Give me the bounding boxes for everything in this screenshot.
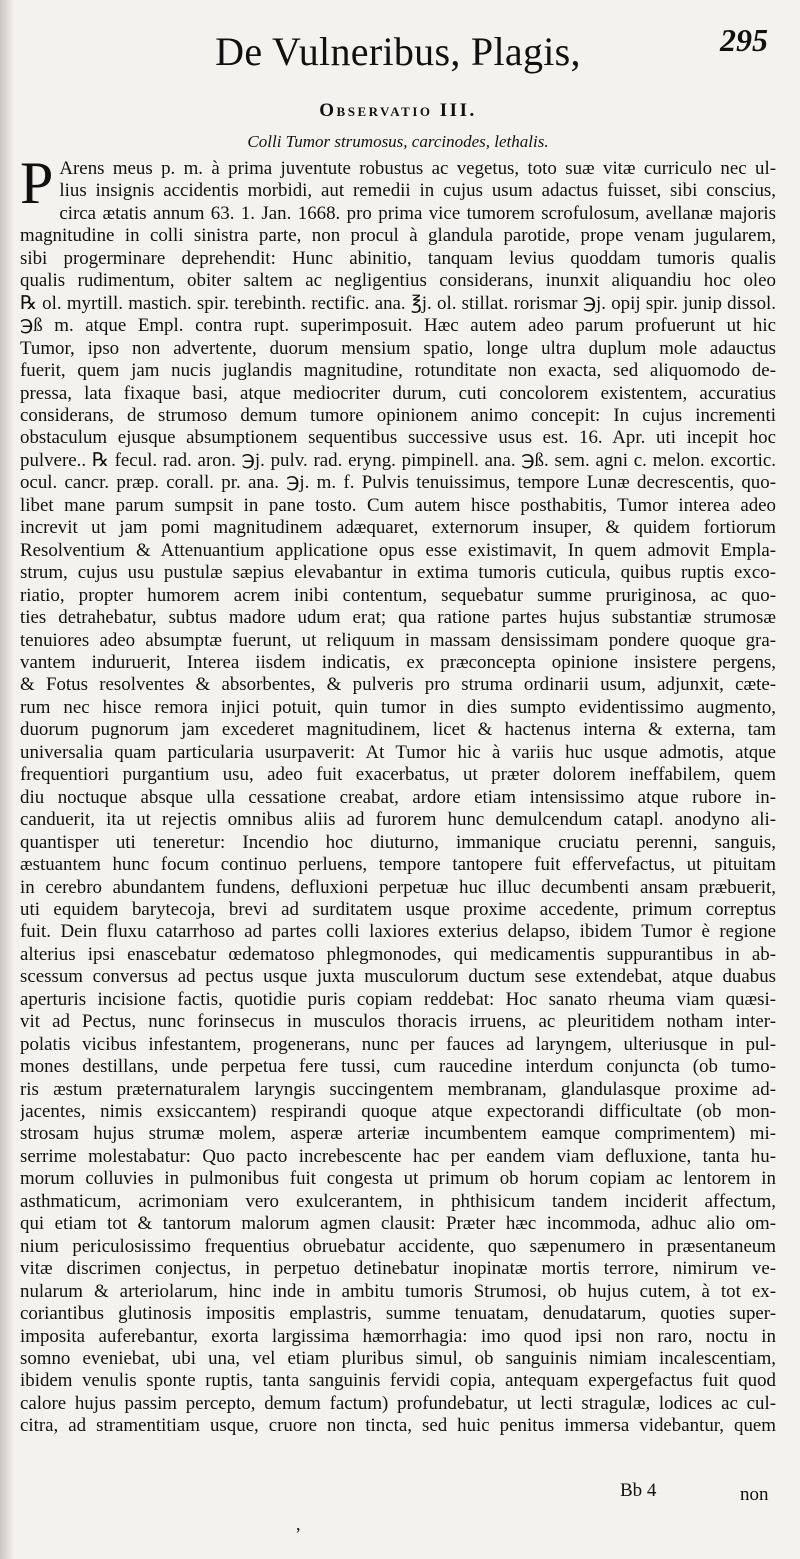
text-line: in cerebro abundantem fundens, defluxioni perpetuæ huc illuc decumbenti ansam præbuerit, xyxy=(20,876,776,898)
text-line: qui etiam tot & tantorum malorum agmen clausit: Præter hæc incommoda, adhuc alio om- xyxy=(20,1213,776,1235)
text-line: rum nec hisce remora injici potuit, quin tumor in dies sumpto evidentissimo augmento, xyxy=(20,696,776,718)
text-line: asthmaticum, acrimoniam vero exulcerantem, in phthisicum tandem inciderit affectum, xyxy=(20,1190,776,1212)
text-line: vitæ discrimen conjectus, in perpetuo detinebatur inopinatæ mortis terrore, nimirum ve- xyxy=(20,1258,776,1280)
text-line: polatis vicibus infestantem, progenerans, nunc per fauces ad laryngem, ulteriusque in pul- xyxy=(20,1033,776,1055)
text-line: ris æstum præternaturalem laryngis succingentem membranam, glandulasque proxime ad- xyxy=(20,1078,776,1100)
text-line: ℞ ol. myrtill. mastich. spir. terebinth. rectific. ana. ℥j. ol. stillat. rorismar ℈j. opij spir. junip dissol. xyxy=(20,292,776,314)
page-gutter-shadow xyxy=(0,0,14,1559)
text-line: fuerit, quem jam nucis juglandis magnitudine, rotunditate non exacta, sed aliquomodo de- xyxy=(20,360,776,382)
text-line: jacentes, nimis exsiccantem) respirandi quoque atque expectorandi difficultate (ob mon- xyxy=(20,1101,776,1123)
page-footer xyxy=(0,1480,800,1510)
text-line: morum colluvies in pulmonibus fuit congesta ut primum ob horum copiam ac lentorem in xyxy=(20,1168,776,1190)
text-line: magnitudine in colli sinistra parte, non procul à glandula parotide, prope venam jugularem, xyxy=(20,225,776,247)
text-line: Tumor, ipso non advertente, duorum mensium spatio, longe ultra duplum mole adauctus xyxy=(20,337,776,359)
text-line: pulvere.. ℞ fecul. rad. aron. ℈j. pulv. rad. eryng. pimpinell. ana. ℈ß. sem. agni c. melon. excortic. xyxy=(20,449,776,471)
text-line: qualis rudimentum, obiter saltem ac negligentius considerans, inunxit aliquandiu hoc oleo xyxy=(20,270,776,292)
text-line: ties detrahebatur, subtus madore udum erat; qua ratione partes hujus substantiæ strumosæ xyxy=(20,607,776,629)
text-line: sibi progerminare deprehendit: Hunc abinitio, tanquam levius quoddam tumoris qualis xyxy=(20,247,776,269)
text-line: tenuiores adeo absumptæ fuerunt, ut reliquum in massam densissimam pondere quoque gra- xyxy=(20,629,776,651)
text-line: aperturis incisione factis, quotidie puris copiam reddebat: Hoc sanato rheuma viam quæsi- xyxy=(20,988,776,1010)
text-line: frequentiori purgantium usu, adeo fuit exacerbatus, ut præter dolorem ineffabilem, quem xyxy=(20,764,776,786)
text-line: vit ad Pectus, nunc forinsecus in musculos thoracis irruens, ac pleuritidem notham inter- xyxy=(20,1011,776,1033)
text-line: strosam hujus strumæ molem, asperæ arteriæ incumbentem eamque comprimentem) mi- xyxy=(20,1123,776,1145)
text-line: ibidem venulis sponte ruptis, tanta sanguinis fervidi copia, antequam expergefactus fuit quod xyxy=(20,1370,776,1392)
text-line: quantisper uti teneretur: Incendio hoc diuturno, immanique cruciatu perenni, sanguis, xyxy=(20,831,776,853)
signature-mark: Bb 4 xyxy=(620,1480,657,1501)
text-line: ocul. cancr. præp. corall. pr. ana. ℈j. m. f. Pulvis tenuissimus, tempore Lunæ decrescentis, quo- xyxy=(20,472,776,494)
text-line: strum, cujus usu pustulæ sæpius elevabantur in extima tumoris cuticula, quibus ruptis exco- xyxy=(20,562,776,584)
drop-cap-initial: P xyxy=(20,150,54,216)
text-line: obstaculum ejusque absumptionem sequentibus successive usus est. 16. Apr. uti incepit hoc xyxy=(20,427,776,449)
text-line: alterius ipsi enascebatur œdematoso phlegmonodes, qui medicamentis suppurantibus in ab- xyxy=(20,943,776,965)
text-line: mones destillans, unde perpetua fere tussi, cum raucedine interdum conjuncta (ob tumo- xyxy=(20,1056,776,1078)
text-line: nularum & arteriolarum, hinc inde in ambitu tumoris Strumosi, ob hujus cutem, à tot ex- xyxy=(20,1280,776,1302)
text-line: duorum pugnorum jam excederet magnitudinem, licet & hactenus interna & externa, tam xyxy=(20,719,776,741)
text-line: libet mane parum sumpsit in pane tosto. Cum autem hisce posthabitis, Tumor interea adeo xyxy=(20,494,776,516)
catchword: non xyxy=(740,1484,769,1505)
body-text xyxy=(20,150,776,1438)
text-line: coriantibus glutinosis impositis emplastris, summe tenuatam, denudatarum, quoties super- xyxy=(20,1303,776,1325)
text-line: diu noctuque absque ulla cessatione creabat, ardore etiam intensissimo atque rubore in- xyxy=(20,786,776,808)
page-header xyxy=(20,22,776,80)
text-line: nium periculosissimo frequentius obruebatur accidente, quo sæpenumero in præsentaneum xyxy=(20,1235,776,1257)
page-number: 295 xyxy=(720,22,768,58)
text-line: riatio, propter humorem acrem inibi contentum, sequebatur summe pruriginosa, ac quo- xyxy=(20,584,776,606)
text-line: Resolventium & Attenuantium applicatione opus esse existimavit, In quem admovit Empla- xyxy=(20,539,776,561)
text-line: circa ætatis annum 63. 1. Jan. 1668. pro prima vice tumorem scrofulosum, avellanæ majoris xyxy=(59,202,776,224)
text-line: canduerit, ita ut rejectis omnibus aliis ad furorem hunc demulcendum catapl. anodyno ali- xyxy=(20,809,776,831)
text-line: uti equidem barytecoja, brevi ad surditatem usque proxime accedente, primum correptus xyxy=(20,898,776,920)
stray-ink-mark: , xyxy=(296,1514,301,1534)
text-line: æstuantem hunc focum continuo perluens, tempore tantopere fuit effervefactus, ut pituitam xyxy=(20,854,776,876)
text-line: considerans, de strumoso demum tumore opinionem animo concepit: In cujus incrementi xyxy=(20,404,776,426)
text-line: pressa, lata fixaque basi, atque mediocriter durum, cuti concolorem existentem, accuratius xyxy=(20,382,776,404)
observation-subtitle: Colli Tumor strumosus, carcinodes, lethalis. xyxy=(247,132,549,151)
text-line: increvit ut jam pomi magnitudinem adæquaret, externorum insuper, & quidem fortiorum xyxy=(20,517,776,539)
text-line: vantem induruerit, Interea iisdem indicatis, ex præconcepta opinione insistere pergens, xyxy=(20,651,776,673)
text-line: fuit. Dein fluxu catarrhoso ad partes colli laxiores exterius delapso, ibidem Tumor è regione xyxy=(20,921,776,943)
text-line: somno eveniebat, ubi una, vel etiam pluribus simul, ob sanguinis nimiam incalescentiam, xyxy=(20,1348,776,1370)
running-title: De Vulneribus, Plagis, xyxy=(215,29,581,74)
text-line: serrime molestabatur: Quo pacto increbescente hac per eandem viam defluxione, tanta hu- xyxy=(20,1145,776,1167)
text-line: Arens meus p. m. à prima juventute robustus ac vegetus, toto suæ vitæ curriculo nec ul- xyxy=(59,158,776,179)
text-line: citra, ad stramentitiam usque, cruore non tincta, sed huic penitus immersa videbantur, quem xyxy=(20,1415,776,1437)
text-line: ℈ß m. atque Empl. contra rupt. superimposuit. Hæc autem adeo parum profuerunt ut hic xyxy=(20,315,776,337)
text-line: lius insignis accidentis morbidi, aut remedii in cujus usum adactus fuisset, sibi conscius, xyxy=(59,180,776,202)
text-line: imposita auferebantur, exorta largissima hæmorrhagia: imo quod ipsi non raro, noctu in xyxy=(20,1325,776,1347)
text-line: scessum conversus ad pectus usque juxta musculorum ductum sese extendebat, atque duabus xyxy=(20,966,776,988)
text-line: & Fotus resolventes & absorbentes, & pulveris pro struma ordinarii usum, adjunxit, cæte- xyxy=(20,674,776,696)
text-line: calore hujus passim percepto, demum factum) profundebatur, ut lecti stragulæ, lodices ac cul- xyxy=(20,1392,776,1414)
observation-heading: Observatio III. xyxy=(319,100,477,121)
text-line: universalia quam particularia usurpaverit: At Tumor hic à variis huc usque admotis, atque xyxy=(20,741,776,763)
